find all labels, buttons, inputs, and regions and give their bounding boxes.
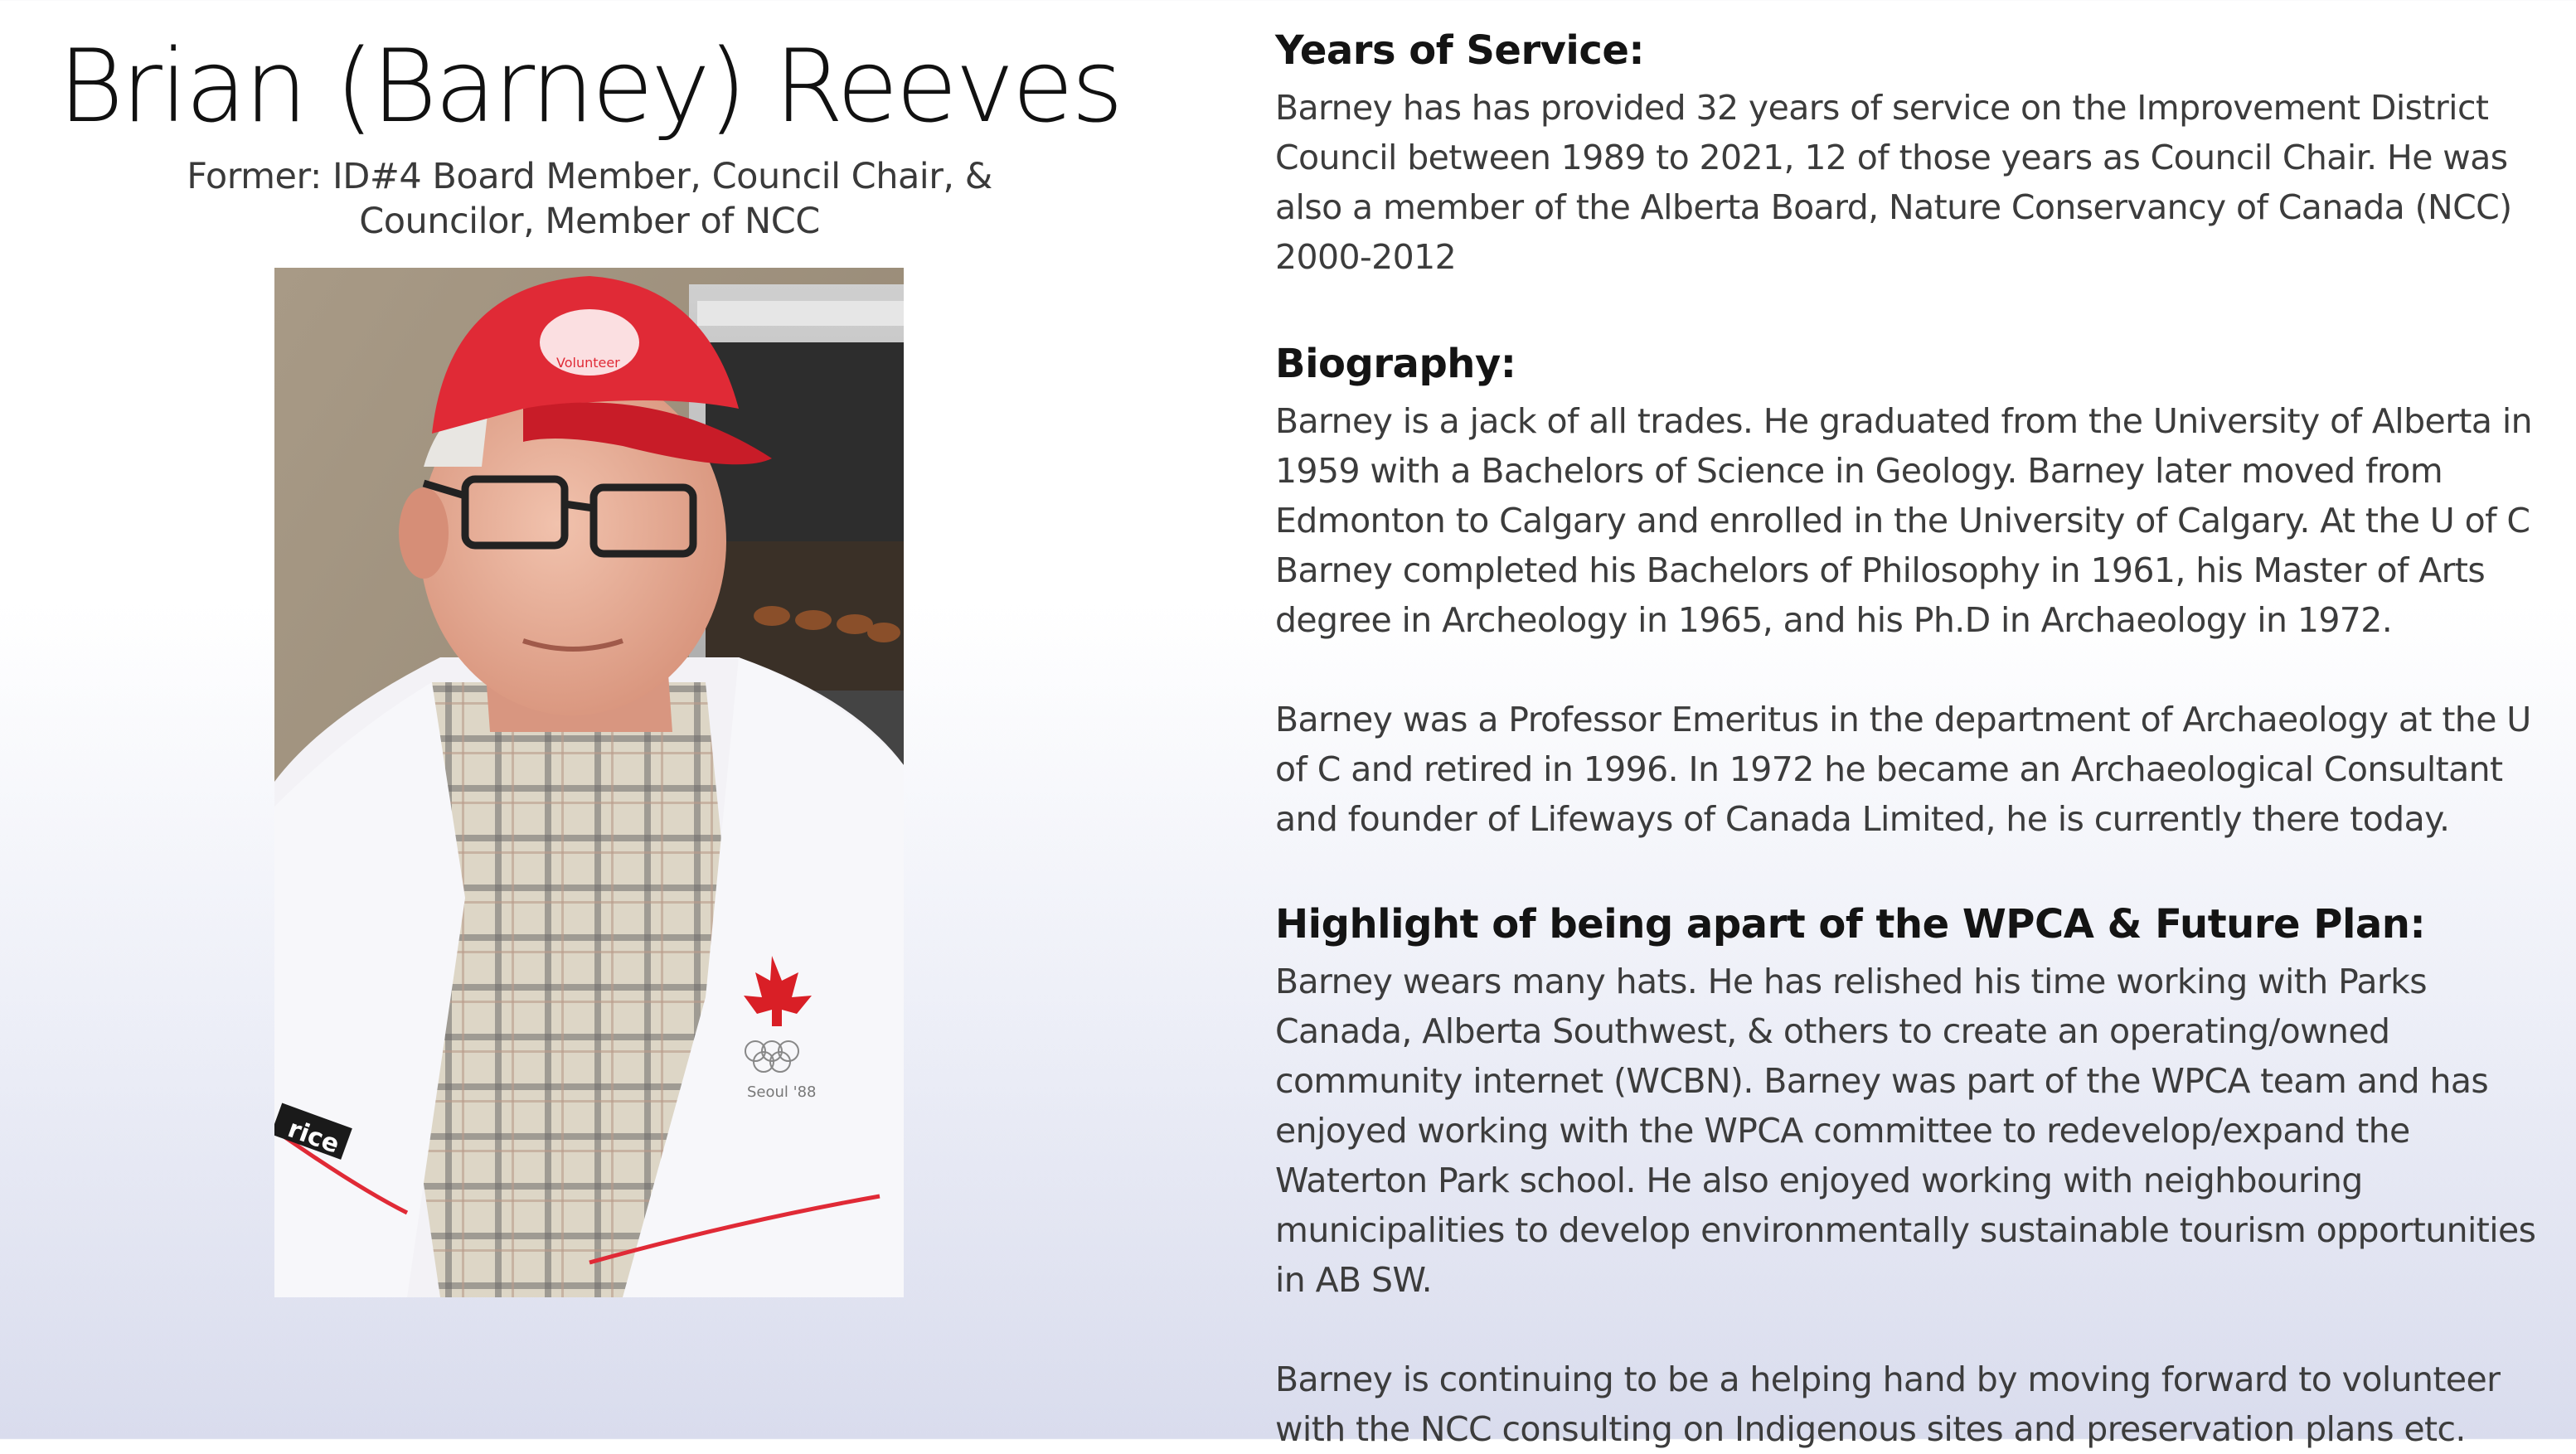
service-text: Barney has has provided 32 years of service on the Improvement District Council between 1989 to 2021, 12 of those years as Council Chair. He was also a member of the Alberta Board, Nature Conservancy of Canada (NCC) 2000-2012 <box>1275 88 2512 277</box>
highlight-paragraph-1: Barney wears many hats. He has relished his time working with Parks Canada, Alberta Southwest, & others to create an operating/owned community internet (WCBN). Barney was part of the WPCA team and has enjoyed working with the WPCA committee to redevelop/expand the Waterton Park school. He also enjoyed working with neighbouring municipalities to develop environmentally sustainable tourism opportunities in AB SW. <box>1275 962 2536 1300</box>
person-role: Former: ID#4 Board Member, Council Chair, & Councilor, Member of NCC <box>187 156 992 242</box>
jacket-text: rice <box>284 1114 343 1160</box>
biography-paragraph-1: Barney is a jack of all trades. He graduated from the University of Alberta in 1959 with a Bachelors of Science in Geology. Barney later moved from Edmonton to Calgary and enrolled in the University of Calgary. At the U of C Barney completed his Bachelors of Philosophy in 1961, his Master of Arts degree in Archeology in 1965, and his Ph.D in Archaeology in 1972. <box>1275 401 2533 640</box>
portrait-photo <box>274 268 904 1297</box>
biography-paragraph-2: Barney was a Professor Emeritus in the department of Archaeology at the U of C and retired in 1996. In 1972 he became an Archaeological Consultant and founder of Lifeways of Canada Limited, he is currently there today. <box>1275 700 2531 839</box>
service-heading: Years of Service: <box>1275 27 1645 74</box>
highlight-heading: Highlight of being apart of the WPCA & Future Plan: <box>1275 901 2426 948</box>
person-name: Brian (Barney) Reeves <box>57 28 1122 145</box>
bio-panel <box>1275 18 2569 1454</box>
highlight-paragraph-2: Barney is continuing to be a helping hand by moving forward to volunteer with the NCC consulting on Indigenous sites and preservation plans etc. <box>1275 1359 2501 1449</box>
biography-heading: Biography: <box>1275 341 1516 387</box>
olympic-text: Seoul '88 <box>747 1083 817 1101</box>
cap-text: Volunteer <box>556 355 620 371</box>
